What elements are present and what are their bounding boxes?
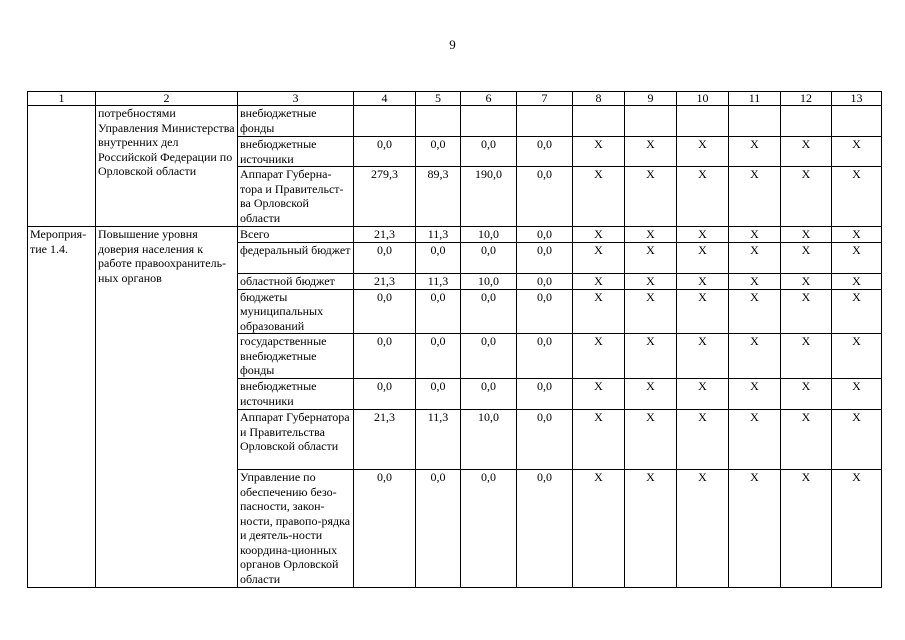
header-cell: 3: [238, 92, 354, 106]
amount-cell: [416, 106, 461, 137]
x-mark-cell: X: [781, 137, 832, 167]
x-mark-cell: X: [832, 470, 882, 588]
amount-cell: 0,0: [416, 334, 461, 379]
amount-cell: 0,0: [416, 242, 461, 273]
amount-cell: 0,0: [461, 470, 517, 588]
amount-cell: 0,0: [354, 242, 416, 273]
x-mark-cell: X: [729, 334, 781, 379]
header-cell: 7: [517, 92, 573, 106]
x-mark-cell: X: [781, 289, 832, 334]
x-mark-cell: X: [573, 137, 625, 167]
funding-source-cell: внебюджетные фонды: [238, 106, 354, 137]
x-mark-cell: X: [625, 410, 677, 470]
amount-cell: 0,0: [517, 334, 573, 379]
amount-cell: 0,0: [354, 289, 416, 334]
amount-cell: 11,3: [416, 410, 461, 470]
description-cell: Повышение уровня доверия населения к работе правоохранитель-ных органов: [96, 227, 238, 588]
header-cell: 6: [461, 92, 517, 106]
amount-cell: 0,0: [461, 379, 517, 410]
amount-cell: 21,3: [354, 410, 416, 470]
funding-source-cell: государственные внебюджетные фонды: [238, 334, 354, 379]
amount-cell: 0,0: [517, 227, 573, 243]
x-mark-cell: X: [625, 137, 677, 167]
x-mark-cell: X: [781, 273, 832, 289]
x-mark-cell: X: [677, 242, 729, 273]
funding-source-cell: Аппарат Губернатора и Правительства Орловской области: [238, 410, 354, 470]
header-cell: 11: [729, 92, 781, 106]
table-row: [28, 106, 882, 137]
amount-cell: 0,0: [461, 242, 517, 273]
amount-cell: 0,0: [416, 137, 461, 167]
x-mark-cell: X: [625, 289, 677, 334]
x-mark-cell: X: [729, 167, 781, 227]
x-mark-cell: X: [729, 470, 781, 588]
x-mark-cell: X: [677, 334, 729, 379]
amount-cell: 0,0: [517, 410, 573, 470]
amount-cell: [461, 106, 517, 137]
x-mark-cell: [625, 106, 677, 137]
amount-cell: 0,0: [461, 334, 517, 379]
x-mark-cell: X: [781, 167, 832, 227]
x-mark-cell: X: [832, 379, 882, 410]
x-mark-cell: X: [781, 227, 832, 243]
x-mark-cell: [832, 106, 882, 137]
x-mark-cell: X: [729, 273, 781, 289]
amount-cell: 0,0: [354, 379, 416, 410]
x-mark-cell: [573, 106, 625, 137]
x-mark-cell: X: [677, 273, 729, 289]
x-mark-cell: X: [781, 334, 832, 379]
x-mark-cell: X: [677, 470, 729, 588]
amount-cell: 0,0: [354, 334, 416, 379]
x-mark-cell: X: [729, 379, 781, 410]
x-mark-cell: X: [625, 379, 677, 410]
x-mark-cell: X: [573, 273, 625, 289]
amount-cell: [354, 106, 416, 137]
x-mark-cell: X: [832, 137, 882, 167]
amount-cell: 10,0: [461, 227, 517, 243]
x-mark-cell: X: [625, 242, 677, 273]
amount-cell: 279,3: [354, 167, 416, 227]
funding-source-cell: бюджеты муниципальных образований: [238, 289, 354, 334]
header-cell: 8: [573, 92, 625, 106]
funding-source-cell: областной бюджет: [238, 273, 354, 289]
funding-source-cell: внебюджетные источники: [238, 379, 354, 410]
x-mark-cell: X: [781, 470, 832, 588]
header-cell: 9: [625, 92, 677, 106]
page-number: 9: [449, 37, 456, 52]
amount-cell: 21,3: [354, 273, 416, 289]
amount-cell: 190,0: [461, 167, 517, 227]
budget-table: [27, 91, 882, 588]
x-mark-cell: X: [729, 227, 781, 243]
funding-source-cell: внебюджетные источники: [238, 137, 354, 167]
table-row: [28, 227, 882, 243]
x-mark-cell: [677, 106, 729, 137]
x-mark-cell: X: [573, 289, 625, 334]
x-mark-cell: X: [832, 273, 882, 289]
x-mark-cell: X: [729, 242, 781, 273]
header-cell: 10: [677, 92, 729, 106]
x-mark-cell: X: [781, 379, 832, 410]
x-mark-cell: X: [625, 470, 677, 588]
amount-cell: 89,3: [416, 167, 461, 227]
amount-cell: 0,0: [517, 137, 573, 167]
x-mark-cell: X: [729, 410, 781, 470]
amount-cell: 11,3: [416, 273, 461, 289]
amount-cell: 10,0: [461, 273, 517, 289]
x-mark-cell: X: [625, 167, 677, 227]
amount-cell: 0,0: [416, 289, 461, 334]
amount-cell: 0,0: [461, 289, 517, 334]
x-mark-cell: X: [573, 470, 625, 588]
measure-cell: [28, 106, 96, 227]
amount-cell: 0,0: [517, 289, 573, 334]
funding-source-cell: федеральный бюджет: [238, 242, 354, 273]
header-row: [28, 92, 882, 106]
amount-cell: 11,3: [416, 227, 461, 243]
x-mark-cell: [729, 106, 781, 137]
amount-cell: 0,0: [461, 137, 517, 167]
funding-source-cell: Управление по обеспечению безо-пасности, закон-ности, правопо-рядка и деятель-ности координа-ционных органов Орловской области: [238, 470, 354, 588]
amount-cell: 10,0: [461, 410, 517, 470]
x-mark-cell: X: [832, 242, 882, 273]
funding-source-cell: Всего: [238, 227, 354, 243]
amount-cell: 0,0: [517, 273, 573, 289]
header-cell: 1: [28, 92, 96, 106]
measure-cell: Мероприя-тие 1.4.: [28, 227, 96, 588]
x-mark-cell: X: [573, 227, 625, 243]
x-mark-cell: X: [832, 410, 882, 470]
x-mark-cell: X: [781, 410, 832, 470]
x-mark-cell: X: [832, 289, 882, 334]
x-mark-cell: [781, 106, 832, 137]
amount-cell: 0,0: [354, 137, 416, 167]
x-mark-cell: X: [625, 273, 677, 289]
header-cell: 4: [354, 92, 416, 106]
x-mark-cell: X: [781, 242, 832, 273]
x-mark-cell: X: [832, 334, 882, 379]
x-mark-cell: X: [832, 227, 882, 243]
x-mark-cell: X: [729, 289, 781, 334]
x-mark-cell: X: [573, 410, 625, 470]
x-mark-cell: X: [832, 167, 882, 227]
amount-cell: 0,0: [416, 379, 461, 410]
description-cell: потребностями Управления Министерства внутренних дел Российской Федерации по Орловской области: [96, 106, 238, 227]
header-cell: 12: [781, 92, 832, 106]
amount-cell: 0,0: [517, 470, 573, 588]
x-mark-cell: X: [677, 167, 729, 227]
x-mark-cell: X: [677, 379, 729, 410]
x-mark-cell: X: [677, 289, 729, 334]
amount-cell: 0,0: [354, 470, 416, 588]
header-cell: 5: [416, 92, 461, 106]
x-mark-cell: X: [625, 334, 677, 379]
x-mark-cell: X: [729, 137, 781, 167]
header-cell: 2: [96, 92, 238, 106]
amount-cell: 0,0: [416, 470, 461, 588]
header-cell: 13: [832, 92, 882, 106]
funding-source-cell: Аппарат Губерна-тора и Правительст-ва Орловской области: [238, 167, 354, 227]
amount-cell: 21,3: [354, 227, 416, 243]
x-mark-cell: X: [625, 227, 677, 243]
amount-cell: [517, 106, 573, 137]
x-mark-cell: X: [573, 242, 625, 273]
x-mark-cell: X: [573, 167, 625, 227]
x-mark-cell: X: [677, 227, 729, 243]
x-mark-cell: X: [573, 379, 625, 410]
amount-cell: 0,0: [517, 167, 573, 227]
amount-cell: 0,0: [517, 242, 573, 273]
x-mark-cell: X: [573, 334, 625, 379]
amount-cell: 0,0: [517, 379, 573, 410]
x-mark-cell: X: [677, 137, 729, 167]
x-mark-cell: X: [677, 410, 729, 470]
